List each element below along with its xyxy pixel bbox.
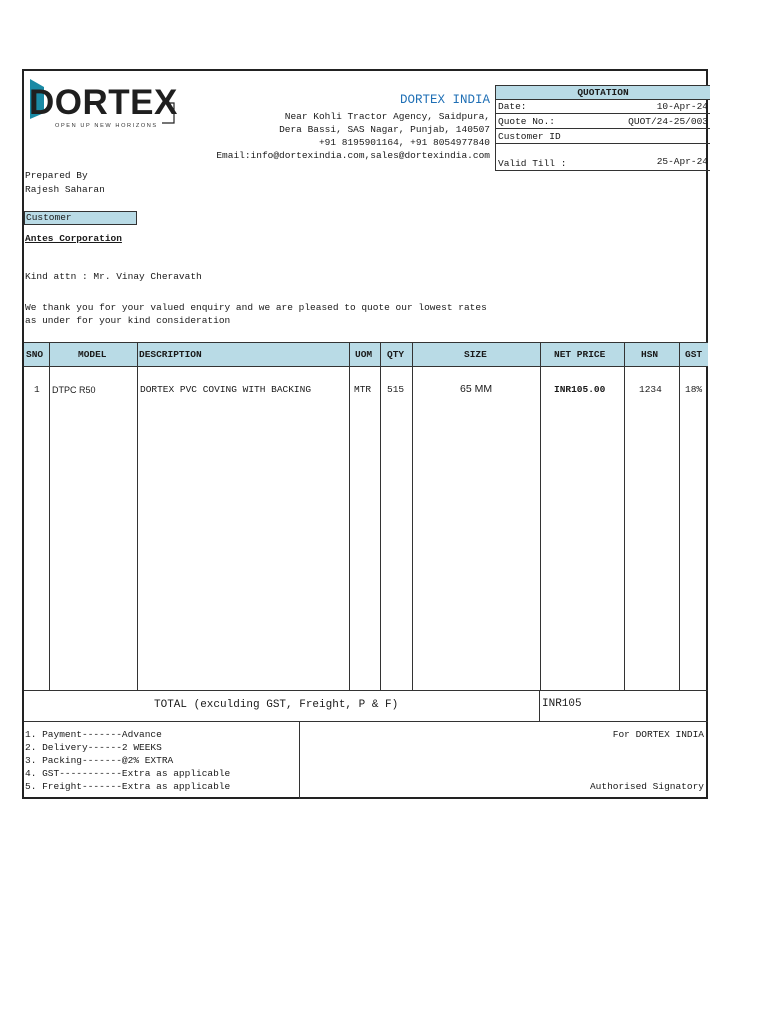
term-item: 3. Packing-------@2% EXTRA (25, 755, 174, 766)
logo-text: DORTEX (29, 83, 178, 122)
col-header-description: DESCRIPTION (139, 349, 202, 360)
col-divider (349, 342, 350, 690)
row-size: 65 MM (460, 383, 493, 395)
row-uom: MTR (354, 384, 372, 395)
intro-line1: We thank you for your valued enquiry and we are pleased to quote our lowest rates (25, 302, 487, 313)
items-table-header (24, 342, 708, 367)
row-net-price: INR105.00 (554, 384, 606, 395)
quotation-info-box (495, 85, 710, 171)
row-gst: 18% (685, 384, 703, 395)
customer-label: Customer (24, 211, 137, 225)
row-sno: 1 (34, 384, 40, 395)
total-divider (539, 691, 540, 721)
term-item: 1. Payment-------Advance (25, 729, 162, 740)
customer-id-label: Customer ID (498, 131, 561, 142)
valid-till-label: Valid Till : (498, 158, 567, 169)
term-item: 2. Delivery------2 WEEKS (25, 742, 162, 753)
total-label: TOTAL (exculding GST, Freight, P & F) (154, 699, 399, 711)
col-divider (540, 342, 541, 690)
company-name: DORTEX INDIA (399, 93, 490, 107)
quote-no-value: QUOT/24-25/003 (628, 116, 708, 127)
col-header-hsn: HSN (641, 349, 659, 360)
signature-for-label: For DORTEX INDIA (612, 729, 704, 740)
col-header-gst: GST (685, 349, 703, 360)
customer-id-row (496, 129, 710, 144)
col-header-model: MODEL (78, 349, 107, 360)
total-value: INR105 (542, 698, 582, 710)
quotation-heading: QUOTATION (496, 85, 710, 100)
company-email: Email:info@dortexindia.com,sales@dortexindia.com (216, 150, 490, 161)
col-divider (380, 342, 381, 690)
prepared-by-label: Prepared By (25, 170, 88, 181)
kind-attention: Kind attn : Mr. Vinay Cheravath (25, 271, 202, 282)
row-description: DORTEX PVC COVING WITH BACKING (140, 384, 312, 395)
col-divider (624, 342, 625, 690)
logo-tagline: OPEN UP NEW HORIZONS (55, 123, 158, 129)
date-label: Date: (498, 101, 527, 112)
col-divider (49, 342, 50, 690)
terms-divider (299, 722, 300, 799)
quotation-sheet (22, 69, 708, 799)
col-header-sno: SNO (26, 349, 44, 360)
col-header-size: SIZE (464, 349, 487, 360)
prepared-by-name: Rajesh Saharan (25, 184, 105, 195)
valid-till-value: 25-Apr-24 (656, 156, 708, 167)
valid-till-row (496, 144, 710, 171)
intro-line2: as under for your kind consideration (25, 315, 231, 326)
row-hsn: 1234 (639, 384, 662, 395)
quote-date-row (496, 99, 710, 114)
col-divider (679, 342, 680, 690)
term-item: 4. GST-----------Extra as applicable (25, 768, 231, 779)
col-header-uom: UOM (355, 349, 373, 360)
date-value: 10-Apr-24 (656, 101, 708, 112)
term-item: 5. Freight-------Extra as applicable (25, 781, 231, 792)
logo-swoosh-icon (162, 101, 178, 125)
company-phone: +91 8195901164, +91 8054977840 (318, 137, 490, 148)
quote-no-label: Quote No.: (498, 116, 556, 127)
col-header-net-price: NET PRICE (554, 349, 606, 360)
total-row (24, 690, 708, 722)
quote-no-row (496, 114, 710, 129)
col-divider (137, 342, 138, 690)
company-address-line1: Near Kohli Tractor Agency, Saidpura, (284, 111, 490, 122)
customer-name: Antes Corporation (25, 233, 122, 244)
col-header-qty: QTY (387, 349, 405, 360)
col-divider (412, 342, 413, 690)
company-address-line2: Dera Bassi, SAS Nagar, Punjab, 140507 (279, 124, 490, 135)
row-qty: 515 (387, 384, 405, 395)
row-model: DTPC R50 (52, 385, 96, 395)
authorised-signatory: Authorised Signatory (589, 781, 704, 792)
